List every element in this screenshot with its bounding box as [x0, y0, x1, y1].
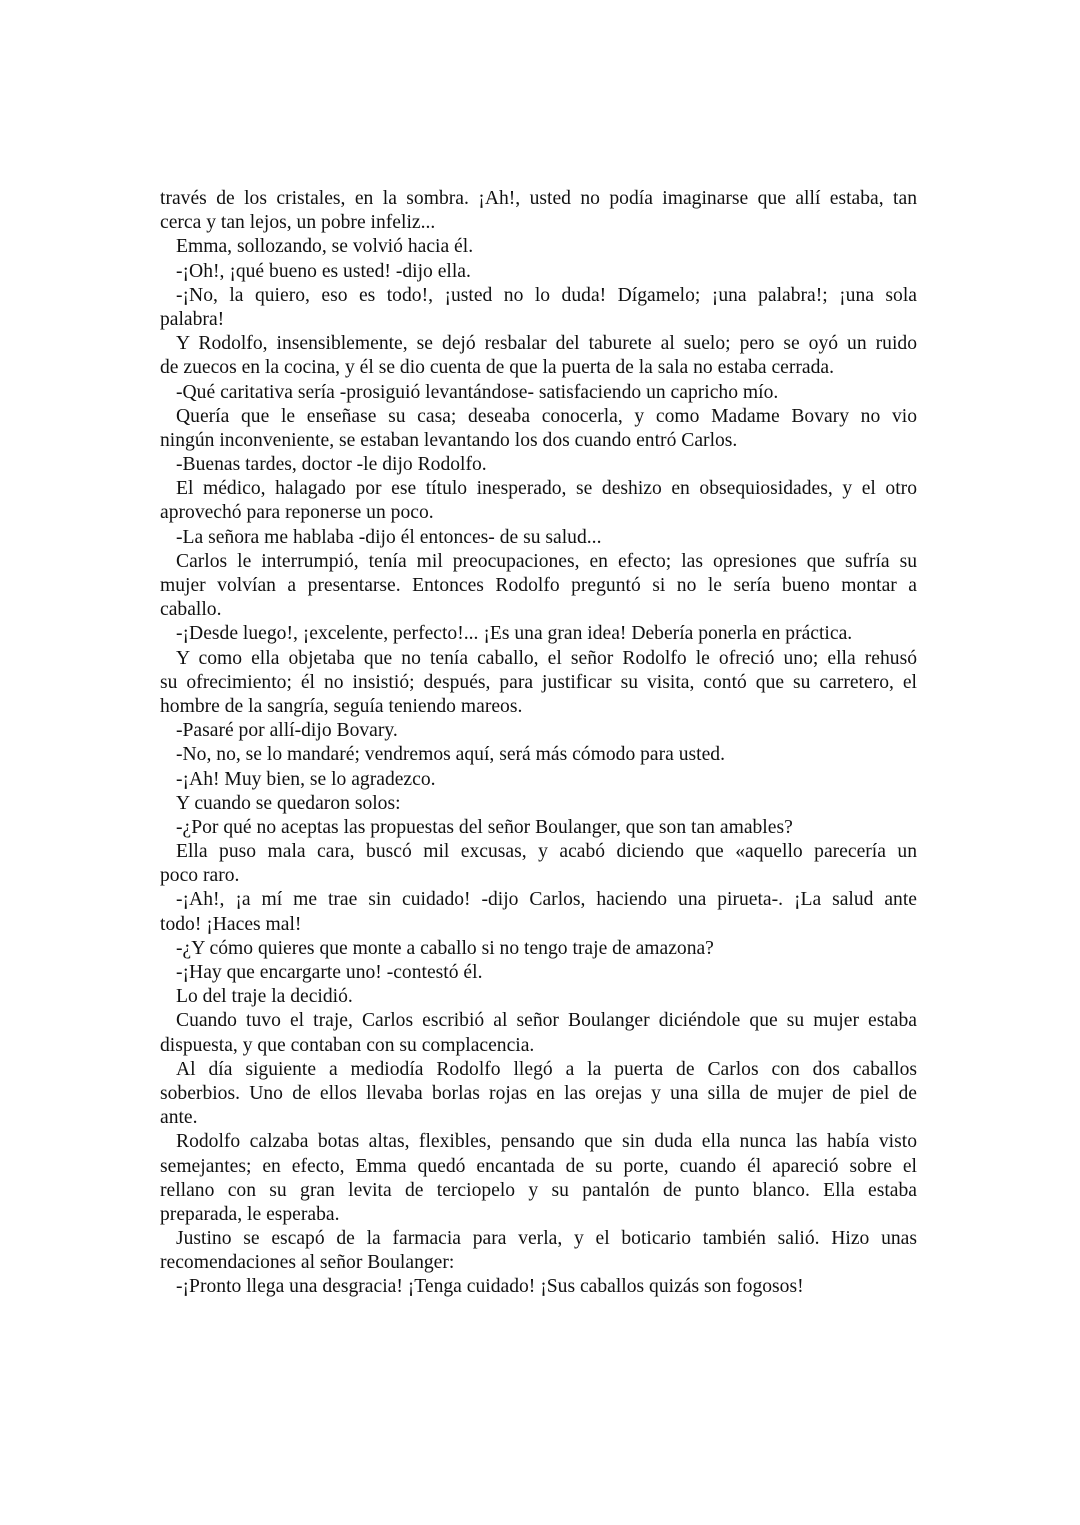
paragraph	[160, 937, 917, 961]
text-line: El médico, halagado por ese título inesperado, se deshizo en obsequiosidades, y el otro	[176, 478, 917, 500]
text-line: mujer volvían a presentarse. Entonces Rodolfo preguntó si no le sería bueno montar a	[160, 575, 917, 596]
text-line: ante.	[160, 1107, 198, 1129]
paragraph	[160, 235, 917, 259]
text-line: -Qué caritativa sería -prosiguió levantándose- satisfaciendo un capricho mío.	[176, 381, 779, 403]
paragraph	[160, 260, 917, 284]
text-line: -¡Hay que encargarte uno! -contestó él.	[176, 962, 483, 983]
paragraph	[160, 719, 917, 743]
text-line: -¡Ah! Muy bien, se lo agradezco.	[176, 768, 436, 790]
text-line: todo! ¡Haces mal!	[160, 913, 302, 935]
text-line: -¡Ah!, ¡a mí me trae sin cuidado! -dijo Carlos, haciendo una pirueta-. ¡La salud ante	[176, 889, 917, 911]
paragraph	[160, 1058, 917, 1131]
text-line: Carlos le interrumpió, tenía mil preocupaciones, en efecto; las opresiones que sufría su	[176, 550, 917, 572]
paragraph	[160, 792, 917, 816]
paragraph	[160, 405, 917, 453]
paragraph	[160, 888, 917, 936]
paragraph	[160, 816, 917, 840]
text-line: Y como ella objetaba que no tenía caballo, el señor Rodolfo le ofreció uno; ella rehusó	[176, 647, 917, 669]
text-line: Y cuando se quedaron solos:	[176, 792, 401, 814]
paragraph	[160, 1009, 917, 1057]
text-line: -¡Oh!, ¡qué bueno es usted! -dijo ella.	[176, 260, 471, 282]
text-line: su ofrecimiento; él no insistió; después, para justificar su visita, contó que su carretero, el	[160, 671, 917, 693]
paragraph	[160, 332, 917, 380]
paragraph	[160, 1275, 917, 1299]
paragraph	[160, 381, 917, 405]
paragraph	[160, 187, 917, 235]
text-line: -¿Por qué no aceptas las propuestas del señor Boulanger, que son tan amables?	[176, 816, 793, 838]
text-line: Cuando tuvo el traje, Carlos escribió al señor Boulanger diciéndole que su mujer estaba	[176, 1010, 917, 1032]
paragraph	[160, 1130, 917, 1227]
paragraph	[160, 453, 917, 477]
text-line: semejantes; en efecto, Emma quedó encantada de su porte, cuando él apareció sobre el	[160, 1155, 917, 1177]
text-line: -¡No, la quiero, eso es todo!, ¡usted no lo duda! Dígamelo; ¡una palabra!; ¡una sola	[176, 284, 917, 306]
text-line: -La señora me hablaba -dijo él entonces- de su salud...	[176, 526, 602, 548]
document-page-text	[160, 187, 917, 1300]
text-line: Emma, sollozando, se volvió hacia él.	[176, 236, 474, 258]
text-line: hombre de la sangría, seguía teniendo mareos.	[160, 695, 523, 717]
text-line: palabra!	[160, 308, 225, 330]
text-line: Justino se escapó de la farmacia para verla, y el boticario también salió. Hizo unas	[176, 1228, 917, 1250]
text-line: rellano con su gran levita de terciopelo y su pantalón de punto blanco. Ella estaba	[160, 1179, 917, 1201]
text-line: Rodolfo calzaba botas altas, flexibles, pensando que sin duda ella nunca las había visto	[176, 1131, 917, 1153]
paragraph	[160, 768, 917, 792]
text-line: -Pasaré por allí-dijo Bovary.	[176, 720, 398, 742]
text-line: -¿Y cómo quieres que monte a caballo si no tengo traje de amazona?	[176, 937, 714, 959]
paragraph	[160, 550, 917, 623]
text-line: Y Rodolfo, insensiblemente, se dejó resbalar del taburete al suelo; pero se oyó un ruido	[176, 333, 917, 355]
paragraph	[160, 840, 917, 888]
paragraph	[160, 1227, 917, 1275]
text-line: Ella puso mala cara, buscó mil excusas, y acabó diciendo que «aquello parecería un	[176, 841, 917, 863]
paragraph	[160, 622, 917, 646]
text-line: poco raro.	[160, 865, 240, 887]
paragraph	[160, 743, 917, 767]
text-line: recomendaciones al señor Boulanger:	[160, 1252, 455, 1274]
text-line: soberbios. Uno de ellos llevaba borlas rojas en las orejas y una silla de mujer de piel de	[160, 1082, 917, 1104]
text-line: Al día siguiente a mediodía Rodolfo llegó a la puerta de Carlos con dos caballos	[176, 1058, 917, 1080]
text-line: -No, no, se lo mandaré; vendremos aquí, será más cómodo para usted.	[176, 744, 726, 766]
text-line: preparada, le esperaba.	[160, 1203, 340, 1225]
paragraph	[160, 477, 917, 525]
paragraph	[160, 526, 917, 550]
text-line: través de los cristales, en la sombra. ¡Ah!, usted no podía imaginarse que allí estaba, tan	[160, 188, 917, 209]
text-line: -¡Pronto llega una desgracia! ¡Tenga cuidado! ¡Sus caballos quizás son fogosos!	[176, 1276, 804, 1298]
paragraph	[160, 985, 917, 1009]
text-line: Quería que le enseñase su casa; deseaba conocerla, y como Madame Bovary no vio	[176, 405, 917, 427]
paragraph	[160, 961, 917, 985]
text-line: -Buenas tardes, doctor -le dijo Rodolfo.	[176, 454, 487, 476]
paragraph	[160, 284, 917, 332]
paragraph	[160, 647, 917, 720]
text-line: de zuecos en la cocina, y él se dio cuenta de que la puerta de la sala no estaba cerrada.	[160, 357, 835, 379]
text-line: ningún inconveniente, se estaban levantando los dos cuando entró Carlos.	[160, 429, 738, 451]
text-line: cerca y tan lejos, un pobre infeliz...	[160, 212, 436, 234]
text-line: dispuesta, y que contaban con su complacencia.	[160, 1034, 535, 1056]
text-line: caballo.	[160, 599, 222, 621]
text-line: Lo del traje la decidió.	[176, 986, 353, 1008]
text-line: aprovechó para reponerse un poco.	[160, 502, 434, 524]
text-line: -¡Desde luego!, ¡excelente, perfecto!... ¡Es una gran idea! Debería ponerla en práctica.	[176, 623, 853, 645]
